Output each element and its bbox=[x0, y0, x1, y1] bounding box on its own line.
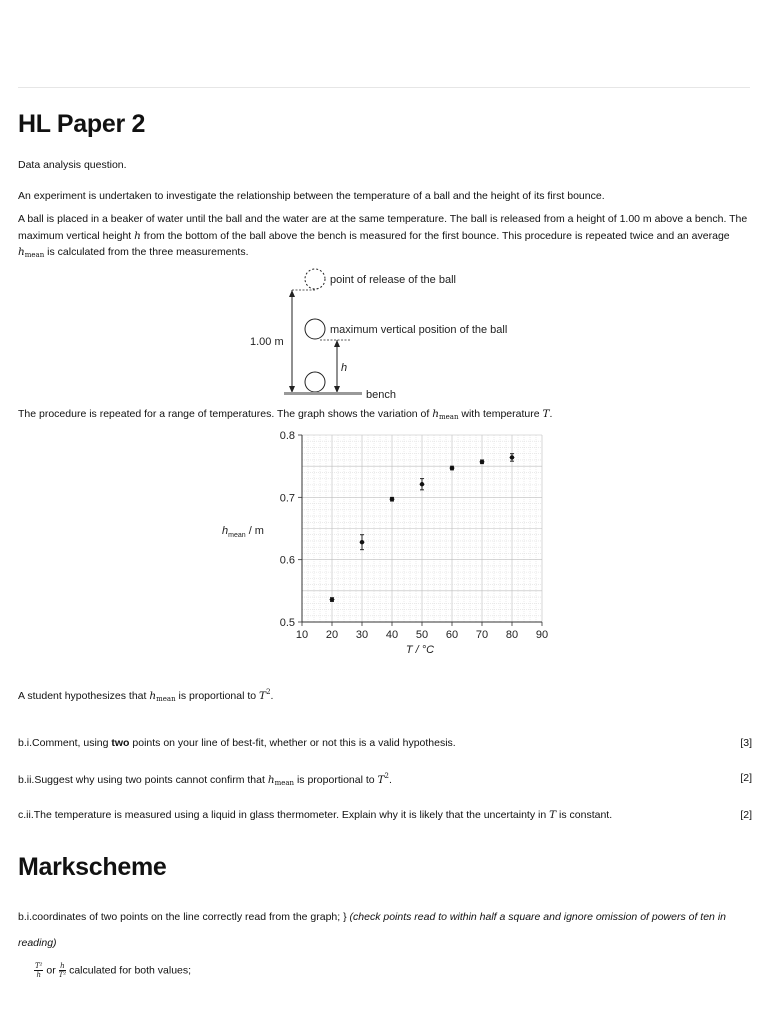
question-c-ii: c.ii.The temperature is measured using a liquid in glass thermometer. Explain why it is likely that the uncertainty in T is constant. [2] bbox=[18, 809, 752, 821]
markscheme-line-2: $\frac{\text{T²}}{h}$ or $\frac{h}{\text{T²}}$ calculated for both values; bbox=[35, 962, 192, 979]
x-axis-label: T / °C bbox=[405, 644, 435, 656]
symbol-hmean: $h_{mean}$ bbox=[267, 774, 295, 787]
data-point bbox=[420, 479, 425, 490]
x-tick-label: 30 bbox=[355, 629, 369, 641]
point-marker bbox=[390, 497, 394, 501]
symbol-T-squared: $T^2$ bbox=[259, 688, 271, 702]
chart-grid bbox=[302, 435, 542, 622]
y-axis-label: $h_{mean}$ / m bbox=[222, 525, 264, 539]
x-tick-label: 20 bbox=[325, 629, 339, 641]
markscheme-line-1: b.i.coordinates of two points on the line correctly read from the graph; } (check points read to within half a square and ignore omission of powers of ten in reading) bbox=[18, 911, 726, 949]
question-b-ii: b.ii.Suggest why using two points cannot confirm that $h_{mean}$ is proportional to $T^2$. [2] bbox=[18, 772, 752, 787]
marks-badge: [3] bbox=[740, 737, 752, 749]
release-ball bbox=[305, 269, 325, 289]
max-position-ball bbox=[305, 319, 325, 339]
data-point bbox=[390, 497, 395, 501]
hmean-vs-temperature-chart bbox=[210, 424, 560, 664]
marks-badge: [2] bbox=[740, 809, 752, 821]
intro-line-2: An experiment is undertaken to investigate the relationship between the temperature of a ball and the height of its first bounce. bbox=[18, 190, 605, 202]
page-title: HL Paper 2 bbox=[18, 110, 146, 138]
intro-line-1: Data analysis question. bbox=[18, 159, 127, 171]
symbol-T-squared: $T^2$ bbox=[377, 772, 389, 786]
point-marker bbox=[420, 482, 424, 486]
bench-ball bbox=[305, 372, 325, 392]
x-tick-label: 10 bbox=[295, 629, 309, 641]
graph-intro: The procedure is repeated for a range of temperatures. The graph shows the variation of $h_{mean}$ with temperature T. bbox=[18, 408, 553, 421]
x-tick-label: 90 bbox=[535, 629, 549, 641]
point-marker bbox=[360, 540, 364, 544]
intro-text-b: from the bottom of the ball above the bench is measured for the first bounce. This procedure is repeated twice and an average bbox=[140, 229, 730, 242]
symbol-hmean: $h_{mean}$ bbox=[149, 690, 176, 703]
bench-label: bench bbox=[366, 389, 396, 401]
markscheme-title: Markscheme bbox=[18, 853, 167, 881]
y-tick-label: 0.5 bbox=[279, 617, 295, 629]
intro-text-c: is calculated from the three measurements. bbox=[44, 246, 249, 258]
y-tick-label: 0.7 bbox=[279, 492, 295, 505]
intro-paragraph bbox=[18, 211, 750, 264]
y-tick-label: 0.8 bbox=[279, 430, 295, 442]
h-label: h bbox=[341, 362, 348, 374]
bench bbox=[284, 392, 362, 395]
x-tick-label: 40 bbox=[385, 629, 399, 641]
x-tick-label: 60 bbox=[445, 629, 459, 641]
symbol-h: h bbox=[134, 229, 141, 242]
data-point bbox=[330, 597, 335, 601]
point-marker bbox=[450, 466, 454, 470]
fraction-h-over-T2: $\frac{h}{\text{T²}}$ bbox=[58, 962, 67, 979]
x-tick-label: 70 bbox=[475, 629, 489, 641]
marks-badge: [2] bbox=[740, 772, 752, 784]
max-position-label: maximum vertical position of the ball bbox=[330, 324, 508, 336]
top-divider bbox=[18, 87, 750, 88]
y-tick-label: 0.6 bbox=[279, 554, 295, 567]
symbol-T: T bbox=[549, 809, 557, 821]
point-marker bbox=[330, 597, 334, 601]
data-point bbox=[480, 460, 485, 464]
symbol-T: T bbox=[542, 408, 550, 420]
data-point bbox=[450, 466, 455, 470]
point-marker bbox=[510, 455, 514, 459]
question-b-i: b.i.Comment, using two points on your line of best-fit, whether or not this is a valid hypothesis. [3] bbox=[18, 737, 752, 749]
x-tick-label: 50 bbox=[415, 629, 429, 641]
point-marker bbox=[480, 460, 484, 464]
height-label: 1.00 m bbox=[250, 336, 284, 348]
symbol-hmean: $h_{mean}$ bbox=[18, 246, 45, 259]
bounce-diagram bbox=[240, 264, 540, 404]
fraction-T2-over-h: $\frac{\text{T²}}{h}$ bbox=[35, 962, 43, 979]
x-tick-label: 80 bbox=[505, 629, 519, 641]
intro-text-a: A ball is placed in a beaker of water until the ball and the water are at the same temperature. The ball is released from a height of 1.00 m above a bench. The maximum vertical height bbox=[18, 213, 748, 242]
release-label: point of release of the ball bbox=[330, 274, 456, 286]
hypothesis: A student hypothesizes that $h_{mean}$ is proportional to $T^2$. bbox=[18, 688, 274, 703]
symbol-hmean: $h_{mean}$ bbox=[432, 408, 459, 421]
